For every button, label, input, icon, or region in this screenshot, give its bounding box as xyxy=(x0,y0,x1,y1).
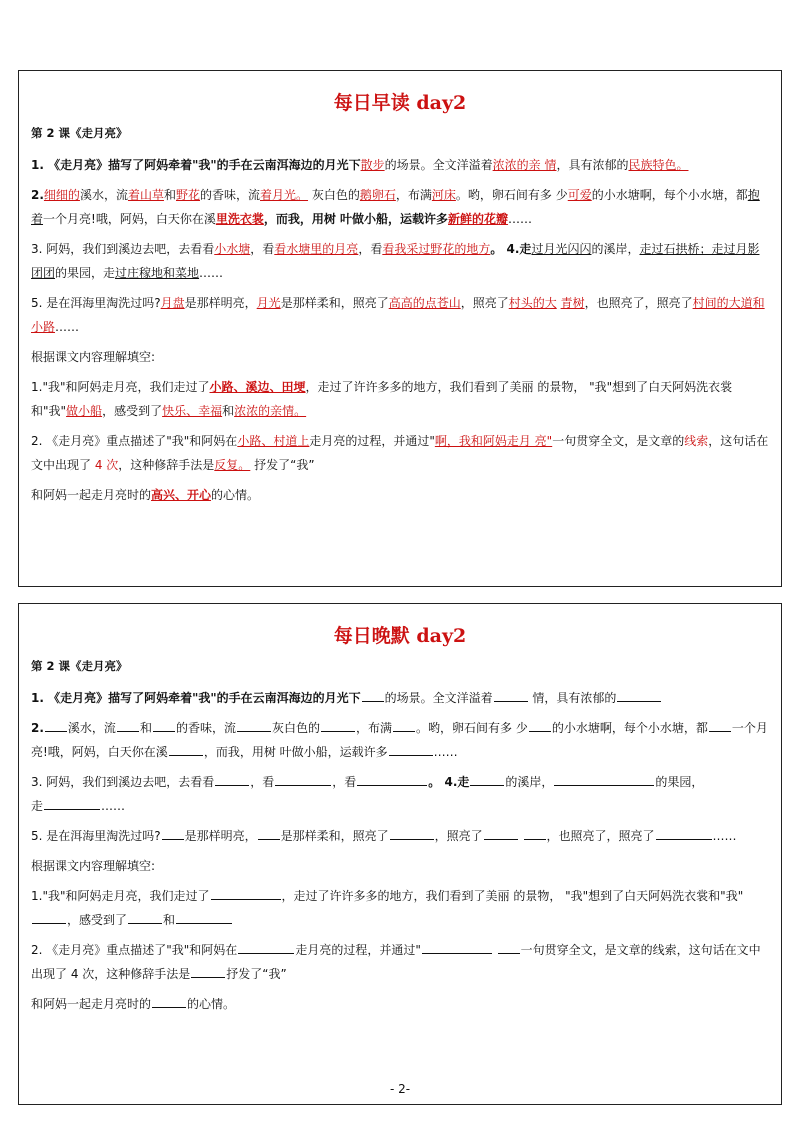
answer: 反复。 xyxy=(214,458,251,472)
fill-blank[interactable] xyxy=(44,795,100,810)
answer: 看我采过野花的地方 xyxy=(382,242,491,256)
evening-paragraph-2 xyxy=(31,716,769,764)
answer: 细细的 xyxy=(43,188,80,202)
fill-blank[interactable] xyxy=(470,771,504,786)
morning-paragraph-2 xyxy=(31,183,769,231)
text-run: ，看 xyxy=(250,242,275,256)
text-run: 的溪岸， xyxy=(505,775,554,789)
text-run: 1. 《走月亮》描写了阿妈牵着"我"的手在云南洱海边的月光下 xyxy=(31,691,361,705)
text-run: …… xyxy=(55,320,80,334)
answer: 散步 xyxy=(360,158,385,172)
text-run: 的香味，流 xyxy=(175,721,236,735)
text-run: …… xyxy=(712,829,737,843)
text-run: 。哟，卵石间有多 少 xyxy=(455,188,568,202)
answer: 着月光。 xyxy=(260,188,309,202)
answer: 村间的大道和小路 xyxy=(31,296,765,334)
morning-question-3 xyxy=(31,483,769,507)
text-run: 走月亮的过程，并通过" xyxy=(295,943,421,957)
answer: 做小船 xyxy=(66,404,103,418)
evening-question-3 xyxy=(31,992,769,1016)
text-run: 和阿妈一起走月亮时的 xyxy=(31,488,152,502)
text-run: 3. 阿妈，我们到溪边去吧，去看看 xyxy=(31,242,215,256)
fill-blank[interactable] xyxy=(389,741,433,756)
text-run: …… xyxy=(199,266,224,280)
text-run: …… xyxy=(433,745,458,759)
text-run: 的果园， xyxy=(655,775,704,789)
text-run: 抒发了“我” xyxy=(226,967,287,981)
text-run: 走月亮的过程，并通过" xyxy=(309,434,435,448)
morning-question-1 xyxy=(31,375,769,423)
fill-blank[interactable] xyxy=(191,963,225,978)
text-run: 3. 阿妈，我们到溪边去吧，去看看 xyxy=(31,775,215,789)
evening-title: 每日晚默 day2 xyxy=(333,625,467,647)
answer: 青树 xyxy=(560,296,585,310)
morning-title: 每日早读 day2 xyxy=(333,92,467,114)
evening-dictation-panel xyxy=(18,603,782,1105)
text-run: ，这句话在文中出现了 xyxy=(31,434,769,472)
answer: 4 次 xyxy=(94,458,119,472)
answer: 河床 xyxy=(431,188,456,202)
fill-blank[interactable] xyxy=(215,771,249,786)
fill-blank[interactable] xyxy=(524,825,546,840)
text-run: 溪水，流 xyxy=(79,188,128,202)
text-run: ，走过了许许多多的地方，我们看到了美丽 的景物， "我"想到了白天阿妈洗衣裳和"我" xyxy=(281,889,744,903)
fill-blank[interactable] xyxy=(422,939,492,954)
answer: 浓浓的亲 情 xyxy=(492,158,557,172)
text-run: 1. 《走月亮》描写了阿妈牵着"我"的手在云南洱海边的月光下 xyxy=(31,158,361,172)
evening-instruction: 根据课文内容理解填空: xyxy=(31,859,156,873)
answer: 村头的大 xyxy=(508,296,557,310)
answer: 过月光闪闪 xyxy=(531,242,592,256)
text-run: ，看 xyxy=(332,775,357,789)
text-run: 的心情。 xyxy=(187,997,236,1011)
text-run: 的心情。 xyxy=(211,488,260,502)
answer: 鹅卵石 xyxy=(359,188,396,202)
answer: 新鲜的花瓣 xyxy=(448,212,509,226)
text-run: 的果园，走 xyxy=(55,266,116,280)
answer: 走过石拱桥；走过月影团团 xyxy=(31,242,760,280)
morning-content xyxy=(31,121,769,513)
text-run: 。 4.走 xyxy=(490,242,532,256)
answer: 过庄稼地和菜地 xyxy=(115,266,200,280)
text-run: …… xyxy=(508,212,533,226)
fill-blank[interactable] xyxy=(498,939,520,954)
fill-blank[interactable] xyxy=(258,825,280,840)
fill-blank[interactable] xyxy=(275,771,331,786)
text-run: ，布满 xyxy=(355,721,392,735)
text-run: 是那样明亮， xyxy=(184,296,257,310)
text-run: 的场景。全文洋溢着 xyxy=(384,691,493,705)
fill-blank[interactable] xyxy=(656,825,712,840)
fill-blank[interactable] xyxy=(617,687,661,702)
answer: 可爱 xyxy=(567,188,592,202)
fill-blank[interactable] xyxy=(152,993,186,1008)
fill-blank[interactable] xyxy=(176,909,232,924)
evening-paragraph-4 xyxy=(31,824,769,848)
text-run: 一个月亮!哦，阿妈，白天你在溪 xyxy=(43,212,216,226)
fill-blank[interactable] xyxy=(153,717,175,732)
text-run: ，感受到了 xyxy=(102,404,163,418)
text-run: 1."我"和阿妈走月亮，我们走过了 xyxy=(31,889,210,903)
fill-blank[interactable] xyxy=(169,741,203,756)
morning-paragraph-1 xyxy=(31,153,769,177)
text-run: 5. 是在洱海里淘洗过吗? xyxy=(31,296,161,310)
text-run: 一句贯穿全文，是文章的线索，这句话在文中出现了 4 次，这种修辞手法是 xyxy=(31,943,761,981)
answer: 浓浓的亲情。 xyxy=(234,404,307,418)
fill-blank[interactable] xyxy=(238,939,294,954)
morning-lesson-heading: 第 2 课《走月亮》 xyxy=(31,126,128,140)
morning-question-2 xyxy=(31,429,769,477)
answer: 野花 xyxy=(175,188,200,202)
evening-lesson-heading: 第 2 课《走月亮》 xyxy=(31,659,128,673)
answer: 快乐、幸福 xyxy=(162,404,223,418)
text-run: ，看 xyxy=(358,242,383,256)
fill-blank[interactable] xyxy=(484,825,518,840)
text-run: 灰白色的 xyxy=(271,721,320,735)
evening-question-2 xyxy=(31,938,769,986)
evening-paragraph-3 xyxy=(31,770,769,818)
text-run: 抒发了“我” xyxy=(250,458,315,472)
text-run: 是那样明亮， xyxy=(184,829,257,843)
text-run: ，具有浓郁的 xyxy=(556,158,629,172)
text-run: 的场景。全文洋溢着 xyxy=(384,158,493,172)
text-run: 走 xyxy=(31,799,44,813)
text-run: 2. 《走月亮》重点描述了"我"和阿妈在 xyxy=(31,434,238,448)
evening-paragraph-1 xyxy=(31,686,769,710)
fill-blank[interactable] xyxy=(117,717,139,732)
answer: 啊，我和阿妈走月 亮" xyxy=(434,434,553,448)
text-run: 的小水塘啊，每个小水塘，都 xyxy=(551,721,708,735)
answer: 抱着 xyxy=(31,188,760,226)
fill-blank[interactable] xyxy=(494,687,528,702)
answer: 高兴、开心 xyxy=(151,488,212,502)
fill-blank[interactable] xyxy=(211,885,281,900)
morning-paragraph-4 xyxy=(31,291,769,339)
text-run: ，布满 xyxy=(395,188,432,202)
text-run: 和 xyxy=(163,913,176,927)
text-run: 5. 是在洱海里淘洗过吗? xyxy=(31,829,161,843)
text-run: ，而我，用树 叶做小船，运载许多 xyxy=(203,745,388,759)
morning-instruction: 根据课文内容理解填空: xyxy=(31,350,156,364)
answer: 小水塘 xyxy=(214,242,251,256)
text-run: 是那样柔和，照亮了 xyxy=(280,296,389,310)
text-run: 的小水塘啊，每个小水塘，都 xyxy=(591,188,748,202)
page-number: - 2- xyxy=(389,1082,411,1096)
text-run: …… xyxy=(101,799,126,813)
text-run: ，而我，用树 叶做小船，运载许多 xyxy=(263,212,449,226)
fill-blank[interactable] xyxy=(362,687,384,702)
text-run: 的香味，流 xyxy=(200,188,261,202)
text-run: 的溪岸， xyxy=(591,242,640,256)
text-run: ，照亮了 xyxy=(434,829,483,843)
fill-blank[interactable] xyxy=(357,771,427,786)
text-run: 。 4.走 xyxy=(428,775,470,789)
text-run: 和阿妈一起走月亮时的 xyxy=(31,997,152,1011)
text-run: 溪水，流 xyxy=(67,721,116,735)
text-run: ，走过了许许多多的地方，我们看到了美丽 的景物， "我"想到了白天阿妈洗衣裳和"我" xyxy=(31,380,733,418)
answer: 小路、村道上 xyxy=(237,434,310,448)
text-run: ，这种修辞手法是 xyxy=(118,458,215,472)
answer: 高高的点苍山 xyxy=(388,296,461,310)
evening-question-1 xyxy=(31,884,769,932)
text-run: 。哟，卵石间有多 少 xyxy=(416,721,528,735)
text-run: 是那样柔和，照亮了 xyxy=(280,829,389,843)
fill-blank[interactable] xyxy=(393,717,415,732)
text-run: 和 xyxy=(163,188,176,202)
answer: 里洗衣裳 xyxy=(215,212,264,226)
answer: 民族特色。 xyxy=(628,158,689,172)
morning-reading-panel xyxy=(18,70,782,587)
text-run: ，照亮了 xyxy=(460,296,509,310)
answer: 着山草 xyxy=(127,188,164,202)
text-run: 情，具有浓郁的 xyxy=(528,691,617,705)
answer: 月盘 xyxy=(160,296,185,310)
fill-blank[interactable] xyxy=(45,717,67,732)
fill-blank[interactable] xyxy=(390,825,434,840)
fill-blank[interactable] xyxy=(529,717,551,732)
text-run: 和 xyxy=(139,721,152,735)
answer: 小路、溪边、田埂 xyxy=(209,380,306,394)
fill-blank[interactable] xyxy=(321,717,355,732)
text-run: 2. xyxy=(31,188,44,202)
fill-blank[interactable] xyxy=(709,717,731,732)
answer: 月光 xyxy=(256,296,281,310)
text-run: 一个月亮!哦，阿妈，白天你在溪 xyxy=(31,721,768,759)
text-run: ，看 xyxy=(250,775,275,789)
text-run: 1."我"和阿妈走月亮，我们走过了 xyxy=(31,380,210,394)
text-run: ，感受到了 xyxy=(67,913,128,927)
text-run: ，也照亮了，照亮了 xyxy=(546,829,655,843)
fill-blank[interactable] xyxy=(32,909,66,924)
morning-paragraph-3 xyxy=(31,237,769,285)
text-run: ，也照亮了，照亮了 xyxy=(584,296,693,310)
evening-content xyxy=(31,654,769,1022)
fill-blank[interactable] xyxy=(237,717,271,732)
text-run: 和 xyxy=(222,404,235,418)
text-run: 2. xyxy=(31,721,44,735)
text-run: 一句贯穿全文，是文章的 xyxy=(552,434,685,448)
text-run: 灰白色的 xyxy=(308,188,360,202)
fill-blank[interactable] xyxy=(162,825,184,840)
answer: 看水塘里的月亮 xyxy=(274,242,359,256)
fill-blank[interactable] xyxy=(554,771,654,786)
fill-blank[interactable] xyxy=(128,909,162,924)
answer: 线索 xyxy=(684,434,709,448)
text-run: 2. 《走月亮》重点描述了"我"和阿妈在 xyxy=(31,943,238,957)
